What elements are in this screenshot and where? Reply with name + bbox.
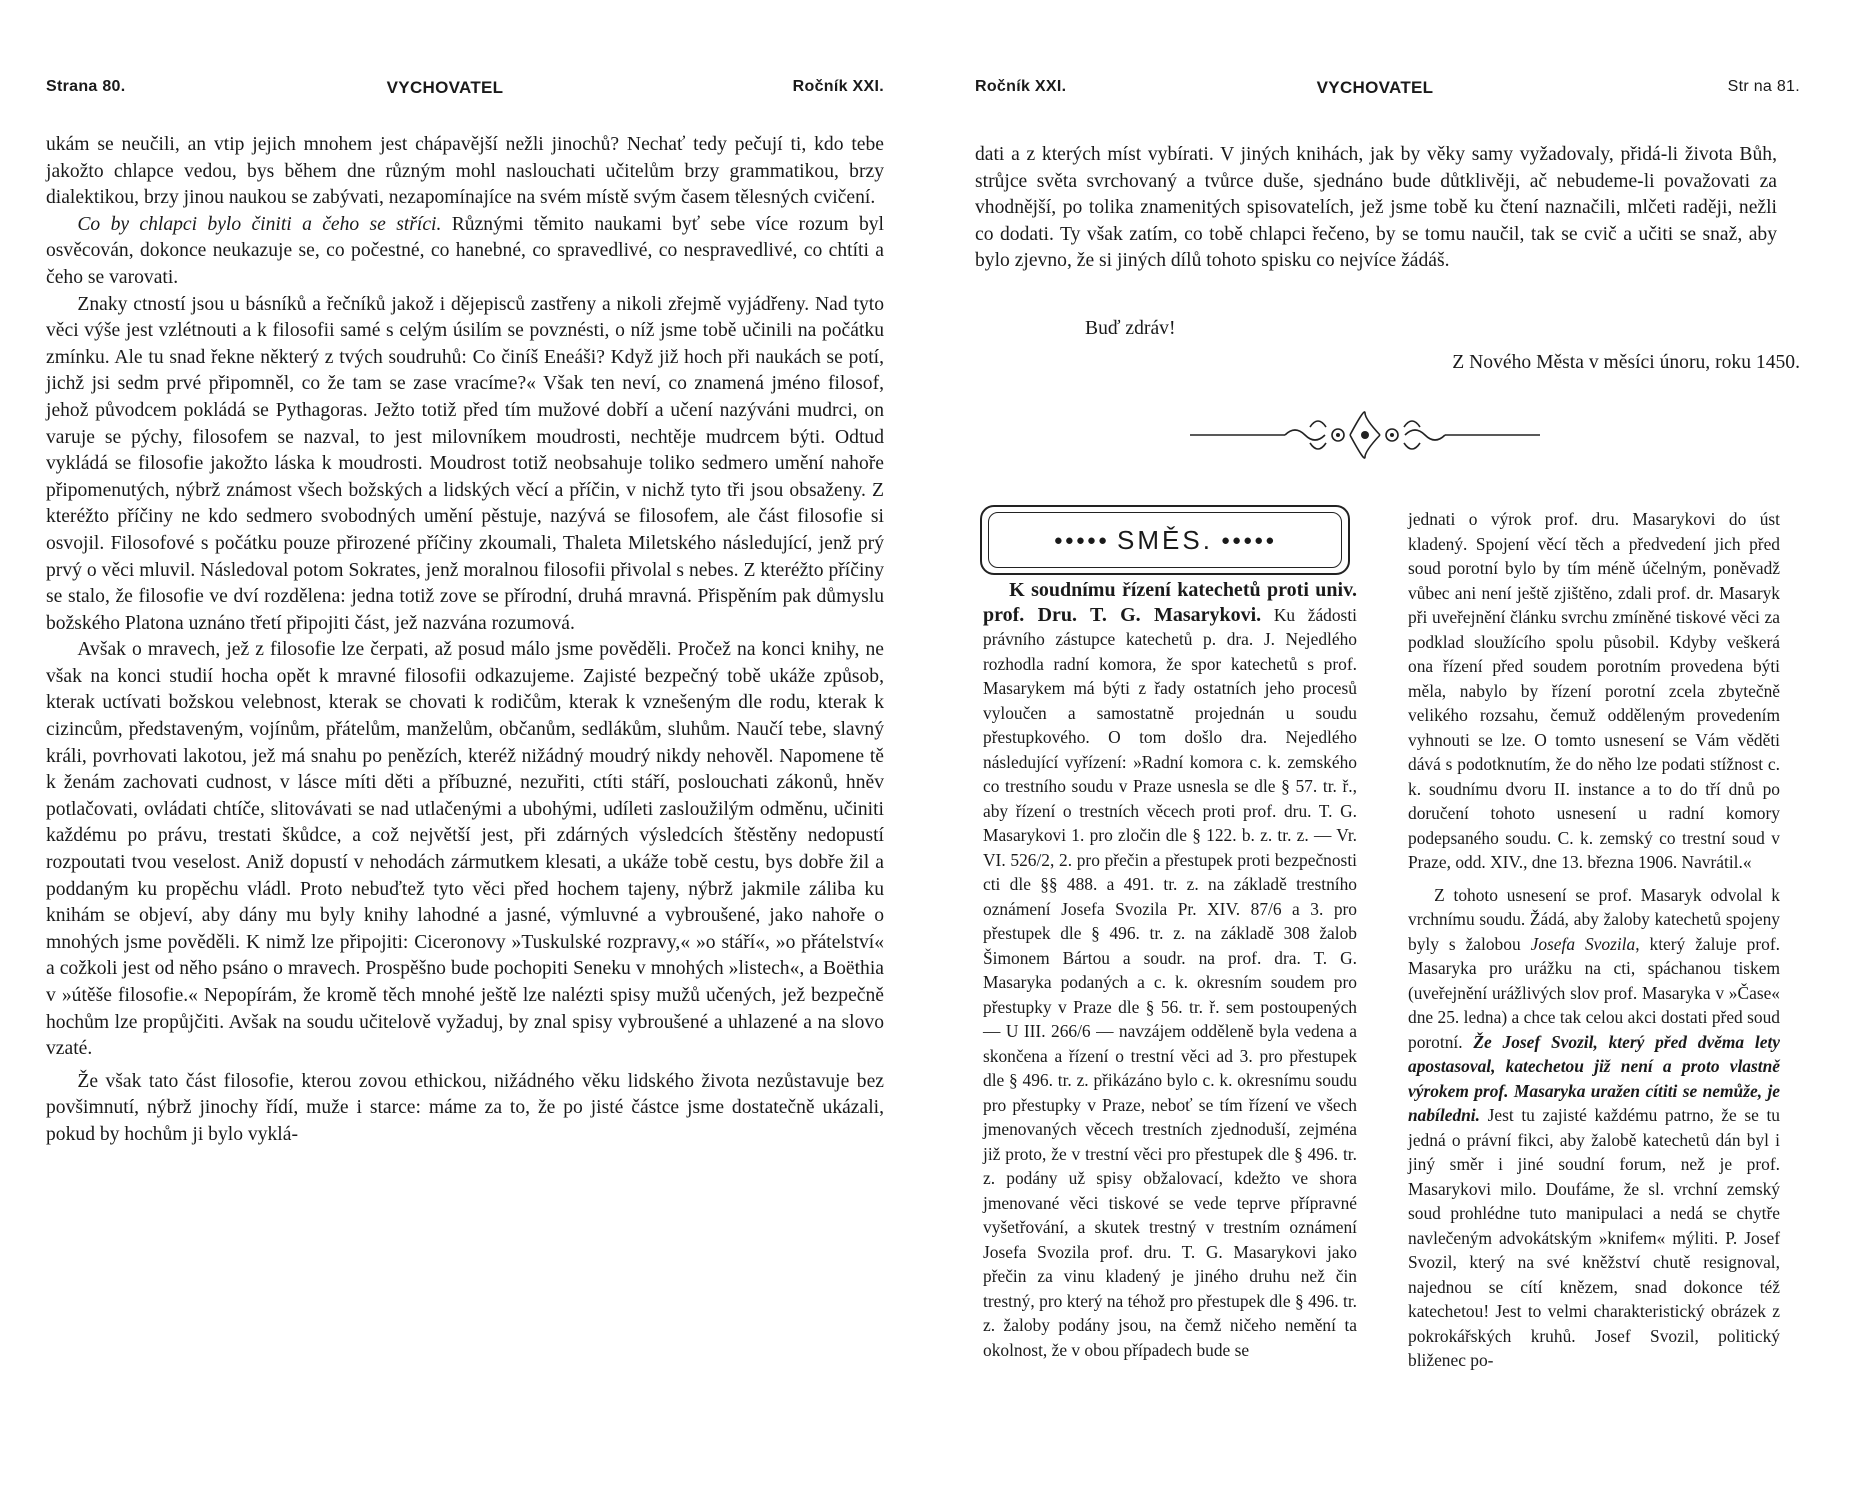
- news-text: Ku žádosti právního zástupce katechetů p. dra. J. Nejedlého rozhodla radní komora, že spor katechetů s prof. Masarykem má býti z řady ostatních jeho procesů vyloučen a samostatně projednán u soudu přestupkového. O tom došlo dra. Nejedlého následující vyřízení: »Radní komora c. k. zemského co trestního soudu v Praze usnesla se dle § 57. tr. ř., aby řízení o trestních věcech proti prof. dru. T. G. Masarykovi 1. pro zločin dle § 122. b. z. tr. z. — Vr. VI. 526/2, 2. pro přečin a přestupek proti bezpečnosti cti dle §§ 488. a 491. tr. z. na základě trestního oznámení Josefa Svozila Pr. XIV. 87/6 a 3. pro přestupek dle § 496. tr. z. na základě 308 žalob Šimonem Bártou a soudr. na prof. dra. T. G. Masaryka podaných a c. k. okresním soudem pro přestupky v Praze dle § 56. tr. ř. sem postoupených — U III. 266/6 — navzájem odděleně byla vedena a skončena a řízení o trestní věci ad 3. pro přestupek dle § 496. tr. z. přikázáno bylo c. k. okresnímu soudu pro přestupky v Praze, neboť se tím řízení ve všech jmenovaných věcech trestních zjednoduší, zejména již proto, že v trestní věci pro přestupek dle § 496. tr. z. podány už spisy obžalovací, kdežto ve shora jmenované věci tiskové se vede teprve přípravné vyšetřování, a skutek trestný v trestním oznámení Josefa Svozila prof. dru. T. G. Masarykovi jako přečin za vinu kladený je jiného druhu než čin trestný, pro který na téhož pro přestupek dle § 496. tr. z. žaloby podány jsou, na čemž ničeho nemění ta okolnost, že v obou případech bude se: [983, 604, 1357, 1360]
- journal-title-left: VYCHOVATEL: [386, 78, 504, 97]
- news-column-2: [1408, 507, 1780, 1373]
- news-paragraph: [1408, 883, 1780, 1373]
- news-paragraph: [983, 578, 1357, 1362]
- news-paragraph: jednati o výrok prof. dru. Masarykovi do úst kladený. Spojení věcí těch a předvedení jich před soud porotní bylo by tím méně účelným, poněvadž vůbec ani není ještě zjištěno, zdali prof. dr. Masaryk při uveřejnění článku svrchu zmíněné tiskové věci za podklad sloužícího spolu působil. Kdyby veškerá ona řízení před soudem porotním provedena býti měla, nabylo by řízení porotní zcela zbytečně velikého rozsahu, čemuž odděleným provedením vyhnouti se lze. O tomto usnesení se Vám věděti dává s podotknutím, že do něho lze podati stížnost c. k. soudnímu dvoru II. instance a to do tří dnů po doručení tohoto usnesení u radní komory podepsaného soudu. C. k. zemský co trestní soud v Praze, odd. XIV., dne 13. března 1906. Navrátil.«: [1408, 509, 1780, 872]
- paragraph: Že však tato část filosofie, kterou zovou ethickou, nižádného věku lidského života nezůstavuje bez povšimnutí, nýbrž jinochy řídí, muže i starce: máme za to, že po jisté částce jsme dostatečně ukázali, pokud by hochům ji bylo vyklá-: [46, 1070, 884, 1145]
- news-column-1: [983, 578, 1357, 1362]
- news-emphasis: Že Josef Svozil, který před dvěma lety apostasoval, katechetou již není a proto vlastně výrokem prof. Masaryka uražen cítiti se nemůže, je nabíledni.: [1408, 1031, 1780, 1125]
- left-body-text: [46, 132, 884, 1149]
- section-header-box: [980, 505, 1350, 575]
- paragraph: [46, 212, 884, 292]
- ornament-divider-icon: [1190, 405, 1540, 465]
- paragraph: ukám se neučili, an vtip jejich mnohem jest chápavější nežli jinochů? Nechať tedy pečují ti, kdo tebe jakožto chlapce vedou, bys během dne různým mohl naslouchati učitelům brzy grammatikou, brzy dialektikou, brzy jinou naukou se zabývati, nezapomínajíce na svém místě svým časem tělesných cvičení.: [46, 134, 884, 209]
- paragraph: Avšak o mravech, jež z filosofie lze čerpati, až posud málo jsme pověděli. Pročež na konci knihy, ne však na konci studií hocha opět k mravné filosofii odkazujeme. Zajisté bezpečný tobě ukáže způsob, kterak uctívati božskou velebnost, kterak se chovati k rodičům, kterak k vznešeným dle rodu, kterak k cizincům, představeným, vojínům, přátelům, manželům, občanům, sedlákům, sluhům. Naučí tebe, slavný králi, povrhovati lakotou, jež má snahu po penězích, kteréž nižádný moudrý nikdy nehověl. Napomene tě k ženám zachovati cudnost, v lásce míti děti a příbuzné, nezuřiti, ctíti stáří, poslouchati zákonů, hněv potlačovati, ovládati chtíče, slitovávati se nad utlačenými a ubohými, udíleti zasloužilým odměnu, učiniti každému po právu, trestati škůdce, a což největší jest, při zdárných výsledcích štěstěny nedopustí rozpoutati tvou veselost. Aniž dopustí v nehodách zármutkem klesati, a ukáže tobě cestu, bys dobře žil a poddaným ku propěchu vládl. Proto nebuďtež tyto věci před hochem tajeny, nýbrž jakmile záliba ku knihám se objeví, aby dány mu byly knihy lahodné a jasné, výmluvné a vybroušené, jako nahoře o mnohých jsme pověděli. K nimž lze připojiti: Ciceronovy »Tuskulské rozpravy,« »o stáří«, »o přátelství« a cožkoli jest od něho psáno o mravech. Prospěšno bude pochopiti Seneku v mnohých »listech«, a Boëthia v »útěše filosofie.« Nepopírám, že kromě těch mnohé ještě lze nalézti spisy mužů učených, jež bezpečně hochům lze propůjčiti. Avšak na soudu učitelově vyžaduj, by znal spisy vybroušené a uhlazené a na slovo vzaté.: [46, 639, 884, 1060]
- news-headline: K soudnímu řízení katechetů proti univ. prof. Dru. T. G. Masarykovi.: [983, 579, 1357, 626]
- dateline: Z Nového Města v měsíci únoru, roku 1450.: [1452, 352, 1800, 373]
- volume-left: Ročník XXI.: [792, 78, 884, 95]
- paragraph: dati a z kterých míst vybírati. V jiných knihách, jak by věky samy vyžadovaly, přidá-li života Bůh, strůjce světa svrchovaný a tvůrce duše, sjednáno bude důtklivěji, ač nebudeme-li považovati za vhodnější, po tolika znamenitých spisovatelích, jež jsme tobě ku čtení naznačili, mlčeti raději, nežli co dodati. Ty však zatím, co tobě chlapci řečeno, by se tomu naučil, tak se cvič a učiti se snaž, aby bylo zjevno, že si jiných dílů tohoto spisku co nejvíce žádáš.: [975, 144, 1777, 272]
- section-header-inner: [988, 512, 1342, 568]
- greeting: Buď zdráv!: [1085, 318, 1176, 339]
- news-text: Jest tu zajisté každému patrno, že se tu jedná o právní fikci, aby žalobě katechetů dán byl i jiný směr i jiné soudní forum, než je prof. Masarykovi milo. Doufáme, že sl. vrchní zemský soud prohlédne tuto manipulaci a nedá se chytře navlečeným advokátským »knifem« mýliti. P. Josef Svozil, který na své kněžství chutě resignoval, najednou se cítí knězem, snad dokonce též katechetou! Jest to velmi charakteristický obrázek z pokrokářských kruhů. Josef Svozil, politický bliženec po-: [1408, 1105, 1780, 1370]
- page-number-left: Strana 80.: [46, 78, 126, 95]
- paragraph: Znaky ctností jsou u básníků a řečníků jakož i dějepisců zastřeny a nikoli zřejmě vyjádřeny. Nad tyto věci výše jest vzlétnouti a k filosofii samé s celým úsilím se povznésti, o níž jsme tobě učinili na počátku zmínku. Ale tu snad řekne některý z tvých soudruhů: Co činíš Eneáši? Když již hoch při naukách se potí, jichž jsi sedm prvé připomněl, co že tam se zase vracíme?« Však ten neví, co znamená jméno filosof, jehož původcem pokládá se Pythagoras. Ježto totiž před tím mužové dobří a učení nazýváni mudrci, on varuje se pýchy, filosofem se nazval, to jest milovníkem moudrosti, nechtěje mudrcem býti. Odtud vykládá se filosofie jakožto láska k moudrosti. Moudrost totiž neobsahuje toliko sedmero umění nahoře připomenutých, nýbrž známost všech božských a lidských věcí a příčin, v nichž tyto tři jsou obsaženy. Z kteréžto příčiny ne kdo sedmero svobodných umění pěstuje, nazývá se filosofem, ale část filosofie si osvojil. Filosofové s počátku pouze přirozené příčiny zkoumali, Thaleta Miletského následující, jenž prý prvý o věci mluvil. Následoval potom Sokrates, jenž moralnou filosofii přivolal s nebes. Z kteréžto příčiny se stalo, že filosofie ve dví rozdělena: jedna totiž zove se přírodní, druhá mravná. Přispěním pak důmyslu božského Platona uznáno třetí připojiti část, jež nazvána rozumová.: [46, 293, 884, 634]
- news-italic: Josefa Svozila: [1530, 933, 1636, 954]
- paragraph-text: Různými těmito naukami byť sebe více rozum byl osvěcován, dokonce neukazuje se, co počestné, co hanebné, co spravedlivé, co nespravedlivé, co chtíti a čeho se varovati.: [46, 213, 884, 288]
- page-number-right: Str na 81.: [1727, 78, 1800, 95]
- section-dots-right: ●●●●●: [1220, 531, 1277, 549]
- section-title: SMĚS.: [1117, 524, 1213, 555]
- news-text: , který žaluje prof. Masaryka pro urážku na cti, spáchanou tiskem (uveřejnění urážlivých slov prof. Masaryka v »Čase« dne 25. ledna) a chce tak celou akci dostati před soud porotní.: [1408, 933, 1780, 1052]
- section-dots-left: ●●●●●: [1053, 531, 1110, 549]
- italic-heading: Co by chlapci bylo činiti a čeho se stříci.: [77, 213, 442, 235]
- journal-title-right: VYCHOVATEL: [1316, 78, 1434, 97]
- right-top-text: [975, 142, 1777, 275]
- volume-right: Ročník XXI.: [975, 78, 1067, 95]
- right-page: [925, 0, 1850, 1500]
- news-text: Z tohoto usnesení se prof. Masaryk odvolal k vrchnímu soudu. Žádá, aby žaloby katechetů spojeny byly s žalobou: [1408, 884, 1780, 954]
